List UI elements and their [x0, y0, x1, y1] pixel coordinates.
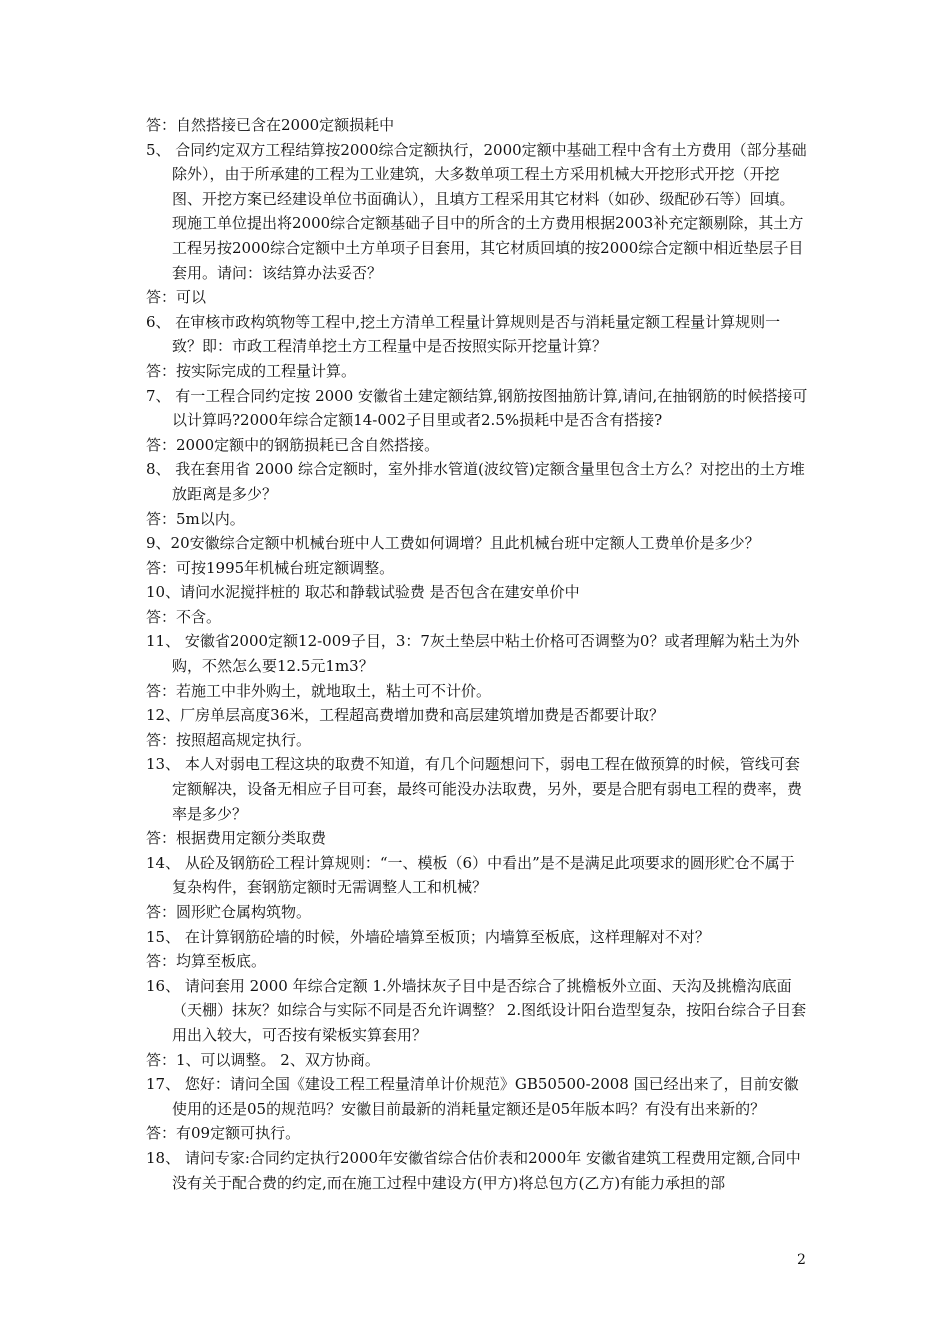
answer-paragraph: 10、请问水泥搅拌桩的 取芯和静载试验费 是否包含在建安单价中	[146, 583, 580, 602]
answer-paragraph: 答：5m以内。	[146, 509, 245, 528]
answer-paragraph: 12、厂房单层高度36米，工程超高费增加费和高层建筑增加费是否都要计取？	[146, 706, 665, 725]
question-paragraph: 8、 我在套用省 2000 综合定额时，室外排水管道(波纹管)定额含量里包含土方么？对挖出的土方堆放距离是多少？	[146, 460, 805, 503]
question-paragraph: 11、 安徽省2000定额12-009子目，3：7灰土垫层中粘土价格可否调整为0？或者理解为粘土为外购，不然怎么要12.5元1m3？	[146, 632, 800, 676]
answer-paragraph: 答：不含。	[146, 607, 222, 626]
answer-paragraph: 答：圆形贮仓属构筑物。	[146, 903, 312, 921]
question-paragraph: 16、 请问套用 2000 年综合定额 1.外墙抹灰子目中是否综合了挑檐板外立面、天沟及挑檐沟底面（天棚）抹灰？如综合与实际不同是否允许调整？ 2.图纸设计阳台造型复杂，按阳台综合子目套用出入较大，可否按有梁板实算套用？	[146, 976, 807, 1044]
question-paragraph: 6、 在审核市政构筑物等工程中,挖土方清单工程量计算规则是否与消耗量定额工程量计算规则一致？即：市政工程清单挖土方工程量中是否按照实际开挖量计算？	[146, 312, 781, 356]
question-paragraph: 7、 有一工程合同约定按 2000 安徽省土建定额结算,钢筋按图抽筋计算,请问,在抽钢筋的时候搭接可以计算吗?2000年综合定额14-002子目里或者2.5%损耗中是否含有搭接?	[146, 386, 808, 430]
question-paragraph: 5、 合同约定双方工程结算按2000综合定额执行，2000定额中基础工程中含有土方费用（部分基础除外），由于所承建的工程为工业建筑，大多数单项工程土方采用机械大开挖形式开挖（开挖图、开挖方案已经建设单位书面确认），且填方工程采用其它材料（如砂、级配砂石等）回填。现施工单位提出将2000综合定额基础子目中的所含的土方费用根据2003补充定额剔除，其土方工程另按2000综合定额中土方单项子目套用，其它材质回填的按2000综合定额中相近垫层子目套用。请问：该结算办法妥否？	[146, 140, 807, 282]
question-paragraph: 17、 您好：请问全国《建设工程工程量清单计价规范》GB50500-2008 国已经出来了，目前安徽使用的还是05的规范吗？安徽目前最新的消耗量定额还是05年版本吗？有没有出来新的？	[146, 1075, 799, 1118]
answer-paragraph: 答：若施工中非外购土，就地取土，粘土可不计价。	[146, 681, 492, 700]
document-body	[146, 113, 808, 1195]
answer-paragraph: 答：1、可以调整。 2、双方协商。	[146, 1050, 380, 1069]
answer-paragraph: 答：可以	[146, 288, 207, 307]
page-number: 2	[797, 1252, 806, 1268]
answer-paragraph: 答：2000定额中的钢筋损耗已含自然搭接。	[146, 435, 440, 454]
answer-paragraph: 答：按照超高规定执行。	[146, 730, 312, 749]
answer-paragraph: 答：按实际完成的工程量计算。	[146, 361, 357, 380]
question-paragraph: 14、 从砼及钢筋砼工程计算规则：“一、模板（6）中看出”是不是满足此项要求的圆形贮仓不属于复杂构件，套钢筋定额时无需调整人工和机械？	[146, 853, 795, 897]
answer-paragraph: 答：可按1995年机械台班定额调整。	[146, 558, 395, 577]
question-paragraph: 18、 请问专家:合同约定执行2000年安徽省综合估价表和2000年 安徽省建筑工程费用定额,合同中没有关于配合费的约定,而在施工过程中建设方(甲方)将总包方(乙方)有能力承担的部	[146, 1148, 801, 1192]
answer-paragraph: 答：根据费用定额分类取费	[146, 829, 327, 848]
question-paragraph: 15、 在计算钢筋砼墙的时候，外墙砼墙算至板顶；内墙算至板底，这样理解对不对？	[146, 927, 710, 946]
answer-paragraph: 答：均算至板底。	[146, 952, 267, 971]
answer-paragraph: 答：自然搭接已含在2000定额损耗中	[146, 116, 395, 134]
answer-paragraph: 答：有09定额可执行。	[146, 1124, 301, 1143]
answer-paragraph: 9、20安徽综合定额中机械台班中人工费如何调增？且此机械台班中定额人工费单价是多少？	[146, 534, 760, 553]
question-paragraph: 13、 本人对弱电工程这块的取费不知道，有几个问题想问下，弱电工程在做预算的时候，管线可套定额解决，设备无相应子目可套，最终可能没办法取费，另外，要是合肥有弱电工程的费率，费率是多少？	[146, 755, 803, 823]
